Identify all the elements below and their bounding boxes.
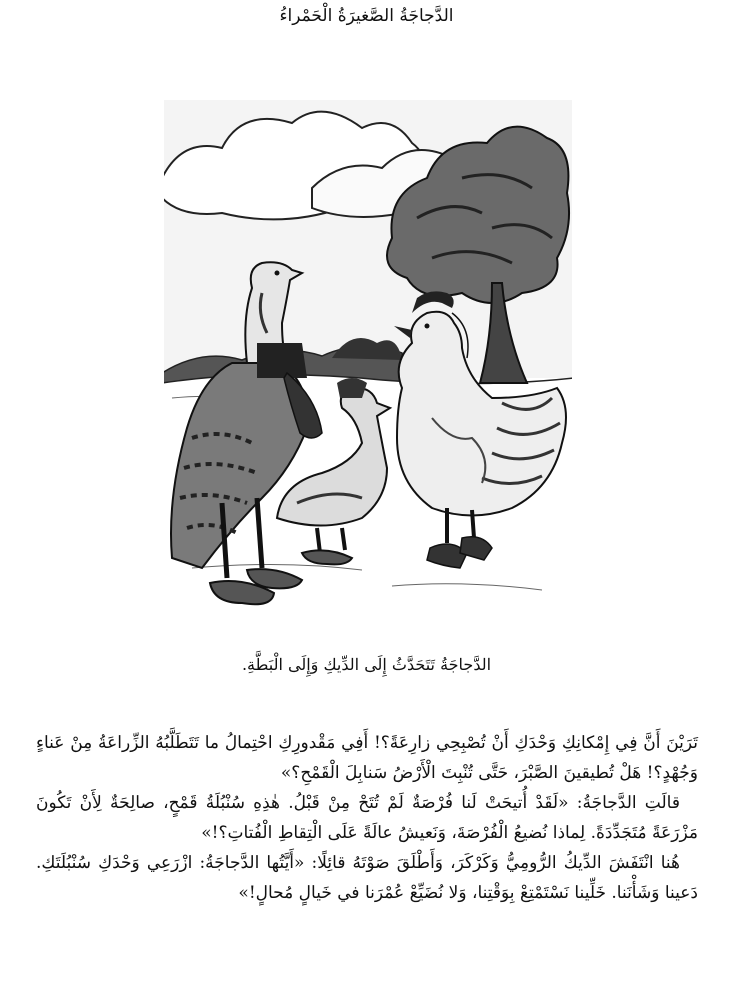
paragraph: قالَتِ الدَّجاجَةُ: «لَقَدْ أُتيحَتْ لَنا فُرْصَةٌ لَمْ تُتَحْ مِنْ قَبْلُ. هٰذِهِ سُنْبُلَةُ قَمْحٍ، صالِحَةٌ لِأَنْ تَكُونَ مَزْرَعَةً مُتَجَدِّدَةً. لِماذا نُضيعُ الْفُرْصَةَ، وَنَعيشُ عالَةً عَلَى الْتِقاطِ الْفُتاتِ؟!» (36, 793, 698, 843)
paragraph: تَرَيْنَ أَنَّ فِي إِمْكانِكِ وَحْدَكِ أَنْ تُصْبِحِي زارِعَةً؟! أَفِي مَقْدورِكِ احْتِمالُ ما تَتَطَلَّبُهُ الزِّراعَةُ مِنْ عَناءٍ وَجُهْدٍ؟! هَلْ تُطيقينَ الصَّبْرَ، حَتَّى تُنْبِتَ الْأَرْضُ سَنابِلَ الْقَمْحِ؟» (36, 733, 698, 783)
image-caption: الدَّجاجَةُ تَتَحَدَّثُ إِلَى الدِّيكِ وَإِلَى الْبَطَّةِ. (241, 655, 492, 674)
page-title: الدَّجاجَةُ الصَّغيرَةُ الْحَمْراءُ (279, 6, 454, 26)
story-illustration (162, 98, 574, 628)
paragraph: هُنا انْتَفَشَ الدِّيكُ الرُّومِيُّ وَكَرْكَرَ، وَأَطْلَقَ صَوْتَهُ قائِلًا: «أَيَّتُها الدَّجاجَةُ: ازْرَعِي وَحْدَكِ سُنْبُلَتَكِ. دَعينا وَشَأْنَنا. خَلِّينا نَسْتَمْتِعْ بِوَقْتِنا، وَلا نُضَيِّعْ عُمْرَنا في خَيالٍ مُحالٍ!» (36, 853, 698, 903)
story-text (36, 728, 698, 908)
